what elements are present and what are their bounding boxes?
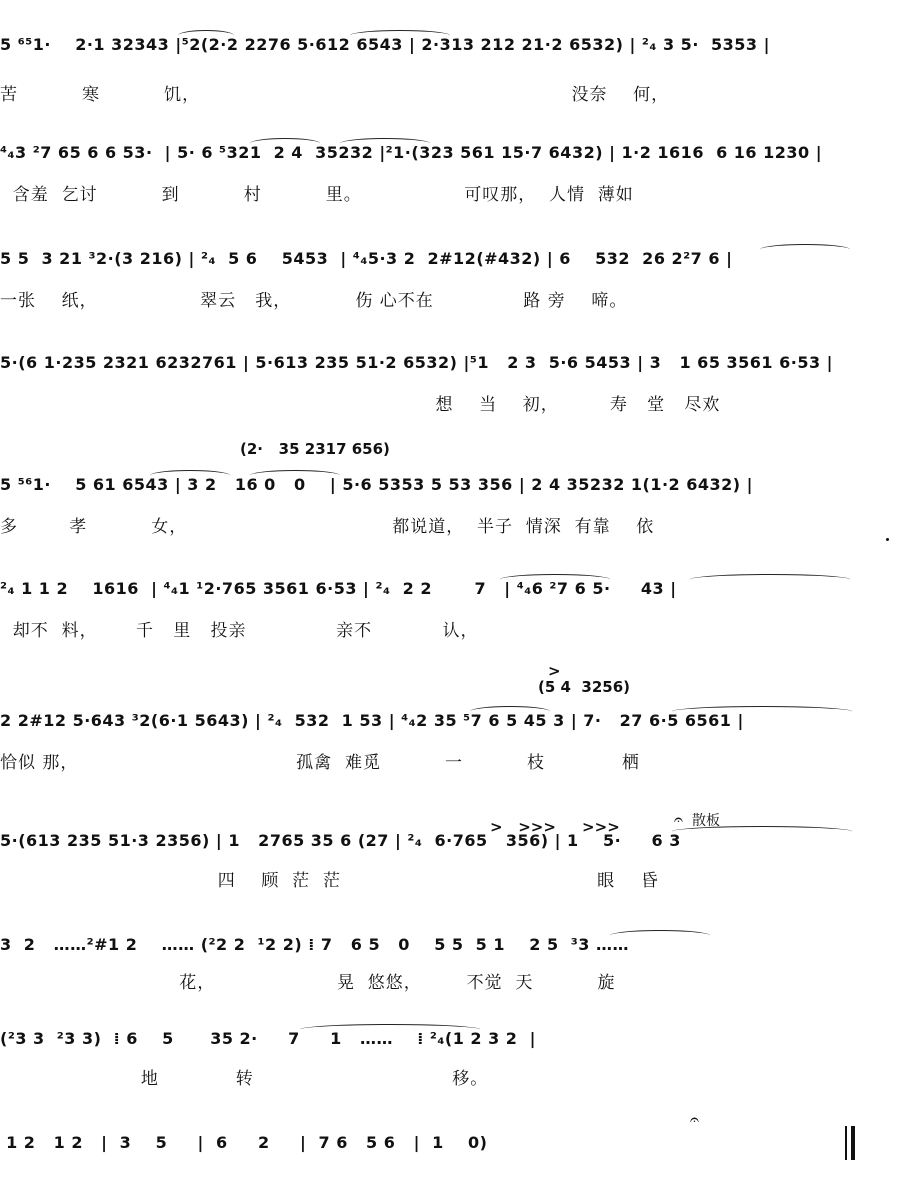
score-row-9-notes: 3 2 ……²#1 2 …… (²2 2 ¹2 2) ⁞ 7 6 5 0 5 5 5 1 2 5 ³3 …… [0,935,629,954]
score-row-3-lyrics: 一张 纸， 翠云 我， 伤 心不在 路 旁 啼。 [0,291,628,311]
slur [250,470,340,481]
score-row-8-lyrics: 四 顾 茫 茫 眼 昏 [0,871,659,891]
fermata-icon: 𝄐 [674,810,683,829]
score-row-7-notes: 2 2#12 5·643 ³2(6·1 5643) | ²₄ 532 1 53 | ⁴₄2 35 ⁵7 6 5 45 3 | 7· 27 6·5 6561 | [0,711,744,730]
slur [150,470,230,481]
slur [500,574,610,585]
accent-mark-1: > [548,662,561,680]
slur [300,1024,480,1035]
score-row-4-notes: 5·(6 1·235 2321 6232761 | 5·613 235 51·2 6532) |⁵1 2 3 5·6 5453 | 3 1 65 3561 6·53 | [0,353,834,372]
score-row-10-lyrics: 地 转 移。 [0,1069,489,1089]
slur [250,138,320,149]
score-row-1-notes: 5 ⁶⁵1· 2·1 32343 |⁵2(2·2 2276 5·612 6543 | 2·313 212 21·2 6532) | ²₄ 3 5· 5353 | [0,35,770,54]
score-row-6-notes: ²₄ 1 1 2 1616 | ⁴₄1 ¹2·765 3561 6·53 | ²₄ 2 2 7 | ⁴₄6 ²7 6 5· 43 | [0,579,677,598]
score-row-2-notes: ⁴₄3 ²7 65 6 6 53· | 5· 6 ⁵321 2 4 35232 |²1·(323 561 15·7 6432) | 1·2 1616 6 16 1230 | [0,143,823,162]
accent-marks-2: > >>> >>> [490,818,620,836]
slur [470,706,550,717]
fermata-icon: 𝄐 [690,1110,699,1129]
score-row-11-notes: 1 2 1 2 | 3 5 | 6 2 | 7 6 5 6 | 1 0) [0,1133,488,1152]
slur [350,30,450,41]
interlude-annotation-1: (2· 35 2317 656) [240,440,390,458]
score-row-1-lyrics: 苦 寒 饥， 没奈 何， [0,85,670,105]
final-barline-thick [851,1126,855,1160]
score-row-4-lyrics: 想 当 初， 寿 堂 尽欢 [0,395,721,415]
interlude-annotation-2: (5 4 3256) [538,678,630,696]
score-row-6-lyrics: 却不 料， 千 里 投亲 亲不 认， [0,621,479,641]
page-speck [886,538,889,541]
score-row-7-lyrics: 恰似 那， 孤禽 难觅 一 枝 栖 [0,753,640,773]
score-row-3-notes: 5 5 3 21 ³2·(3 216) | ²₄ 5 6 5453 | ⁴₄5·3 2 2#12(#432) | 6 532 26 2²7 6 | [0,249,733,268]
final-barline-icon [845,1126,847,1160]
score-row-2-lyrics: 含羞 乞讨 到 村 里。 可叹那， 人情 薄如 [0,185,634,205]
score-row-8-notes: 5·(613 235 51·3 2356) | 1 2765 35 6 (27 | ²₄ 6·765 356) | 1 5· 6 3 [0,831,681,850]
score-row-5-lyrics: 多 孝 女， 都说道， 半子 情深 有靠 依 [0,517,655,537]
score-row-5-notes: 5 ⁵⁶1· 5 61 6543 | 3 2 16 0 0 | 5·6 5353 5 53 356 | 2 4 35232 1(1·2 6432) | [0,475,754,494]
slur [672,826,852,837]
tempo-marking-sanban: 散板 [692,813,720,829]
slur [672,706,852,717]
score-row-9-lyrics: 花， 晃 悠悠， 不觉 天 旋 [0,973,616,993]
slur [610,930,710,941]
slur [690,574,850,585]
slur [178,30,234,41]
slur [340,138,430,149]
slur [760,244,850,255]
score-row-10-notes: (²3 3 ²3 3) ⁞ 6 5 35 2· 7 1 …… ⁞ ²₄(1 2 3 2 | [0,1029,536,1048]
